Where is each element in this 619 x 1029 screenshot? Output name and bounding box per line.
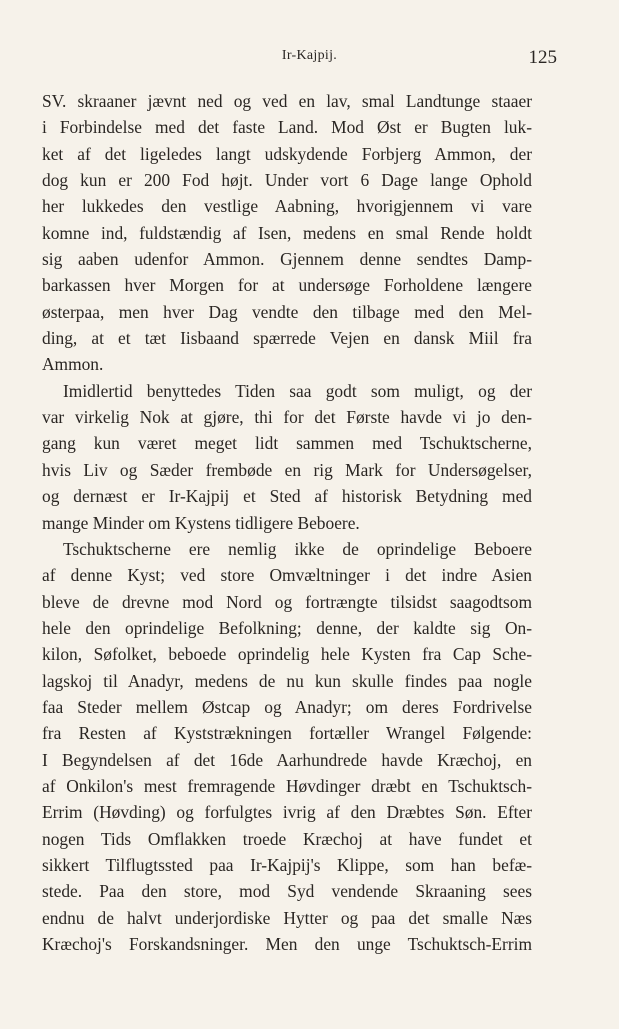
text-line: gang kun været meget lidt sammen med Tschuktscherne, — [42, 433, 532, 454]
text-line: kilon, Søfolket, beboede oprindelig hele Kysten fra Cap Sche- — [42, 644, 532, 665]
running-title: Ir-Kajpij. — [281, 48, 338, 63]
text-line: af Onkilon's mest fremragende Høvdinger dræbt en Tschuktsch- — [42, 775, 532, 796]
text-line: Errim (Høvding) og forfulgtes ivrig af den Dræbtes Søn. Efter — [42, 802, 532, 823]
text-line: endnu de halvt underjordiske Hytter og paa det smalle Næs — [42, 907, 532, 928]
text-line: stede. Paa den store, mod Syd vendende Skraaning sees — [42, 881, 532, 902]
text-line: Tschuktscherne ere nemlig ikke de oprindelige Beboere — [63, 538, 532, 559]
text-line: faa Steder mellem Østcap og Anadyr; om deres Fordrivelse — [42, 696, 532, 717]
text-line: ket af det ligeledes langt udskydende Forbjerg Ammon, der — [42, 143, 532, 164]
text-line: hele den oprindelige Befolkning; denne, der kaldte sig On- — [42, 617, 532, 638]
text-line: mange Minder om Kystens tidligere Beboere. — [42, 512, 360, 533]
text-line: Ammon. — [42, 354, 104, 375]
text-line: østerpaa, men hver Dag vendte den tilbage med den Mel- — [42, 301, 532, 322]
text-line: komne ind, fuldstændig af Isen, medens en smal Rende holdt — [42, 222, 532, 243]
text-line: Imidlertid benyttedes Tiden saa godt som muligt, og der — [63, 380, 532, 401]
text-line: SV. skraaner jævnt ned og ved en lav, smal Landtunge staaer — [42, 91, 532, 111]
text-line: ding, at et tæt Iisbaand spærrede Vejen en dansk Miil fra — [42, 328, 532, 349]
text-line: nogen Tids Omflakken troede Kræchoj at have fundet et — [42, 828, 532, 849]
text-line: dog kun er 200 Fod højt. Under vort 6 Dage lange Ophold — [42, 170, 532, 191]
text-line: bleve de drevne mod Nord og fortrængte tilsidst saagodtsom — [42, 591, 532, 612]
text-line: sig aaben udenfor Ammon. Gjennem denne sendtes Damp- — [42, 249, 532, 270]
text-line: I Begyndelsen af det 16de Aarhundrede havde Kræchoj, en — [42, 749, 532, 770]
page-number: 125 — [528, 47, 557, 68]
text-line: hvis Liv og Sæder frembøde en rig Mark for Undersøgelser, — [42, 459, 532, 480]
text-line: lagskoj til Anadyr, medens de nu kun skulle findes paa nogle — [42, 670, 532, 691]
text-line: sikkert Tilflugtssted paa Ir-Kajpij's Klippe, som han befæ- — [42, 854, 532, 875]
text-line: og dernæst er Ir-Kajpij et Sted af historisk Betydning med — [42, 486, 532, 507]
text-line: i Forbindelse med det faste Land. Mod Øst er Bugten luk- — [42, 117, 532, 138]
text-line: var virkelig Nok at gjøre, thi for det Første havde vi jo den- — [42, 407, 532, 428]
text-line: barkassen hver Morgen for at undersøge Forholdene længere — [42, 275, 532, 296]
text-line: af denne Kyst; ved store Omvæltninger i det indre Asien — [42, 565, 532, 586]
text-line: fra Resten af Kyststrækningen fortæller Wrangel Følgende: — [42, 723, 532, 744]
text-line: her lukkedes den vestlige Aabning, hvorigjennem vi vare — [42, 196, 532, 217]
text-line: Kræchoj's Forskandsninger. Men den unge Tschuktsch-Errim — [42, 934, 532, 954]
body-text — [42, 88, 532, 957]
